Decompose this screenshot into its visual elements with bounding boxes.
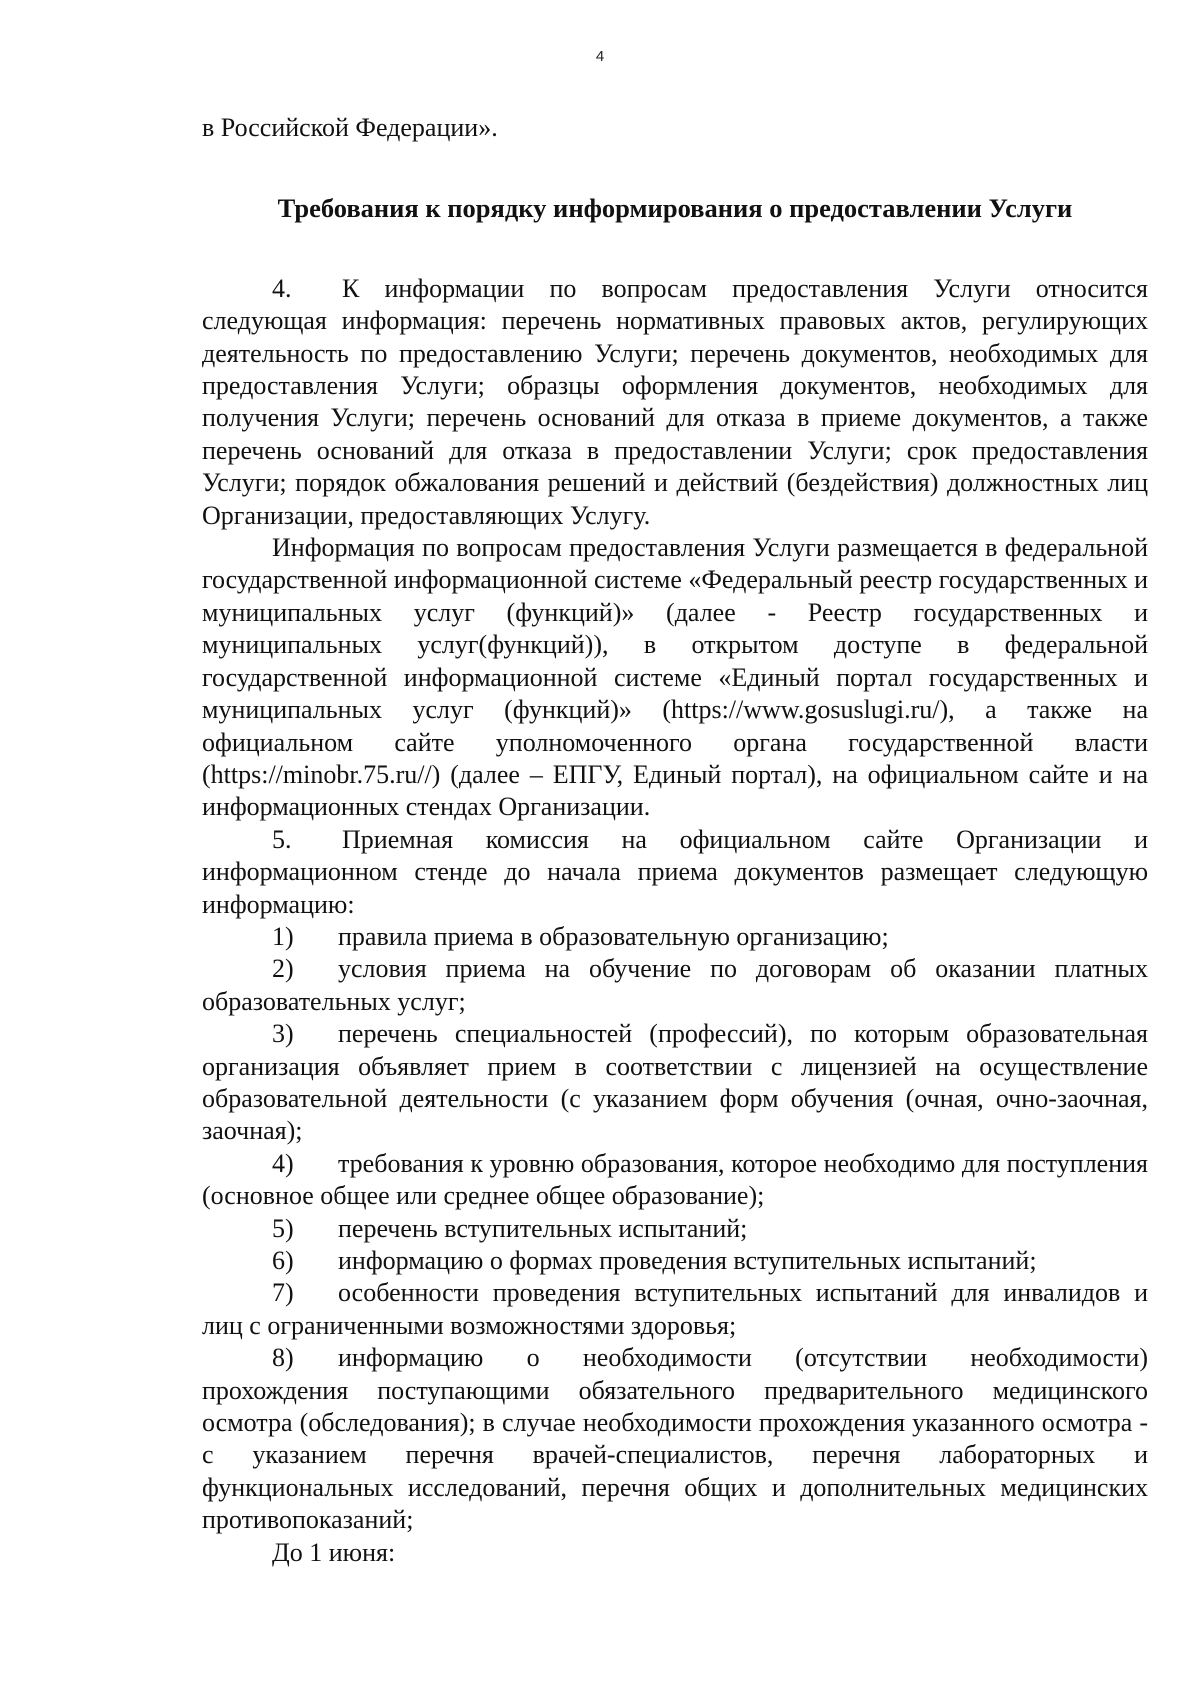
list-item-number: 1)	[272, 921, 294, 951]
list-item	[202, 953, 1148, 1018]
list-item-number: 4)	[272, 1148, 294, 1178]
paragraph-4	[202, 273, 1148, 532]
list-item-text: условия приема на обучение по договорам об оказании платных образовательных услуг;	[202, 954, 1148, 1016]
document-body	[202, 112, 1148, 1569]
list-item-text: перечень вступительных испытаний;	[338, 1213, 748, 1243]
list-item-number: 3)	[272, 1019, 294, 1049]
list-item-number: 6)	[272, 1246, 294, 1275]
list-item	[202, 1277, 1148, 1342]
section-heading: Требования к порядку информирования о предоставлении Услуги	[277, 193, 1073, 224]
list-item	[202, 1018, 1148, 1148]
paragraph-4-text: К информации по вопросам предоставления Услуги относится следующая информация: перечень нормативных правовых актов, регулирующих деятельность по предоставлению Услуги; перечень документов, необходимых для предоставления Услуги; образцы оформления документов, необходимых для получения Услуги; перечень оснований для отказа в приеме документов, а также перечень оснований для отказа в предоставлении Услуги; срок предоставления Услуги; порядок обжалования решений и действий (бездействия) должностных лиц Организации, предоставляющих Услугу.	[202, 273, 1148, 530]
list-item	[202, 921, 1148, 953]
list-item-text: требования к уровню образования, которое необходимо для поступления (основное общее или среднее общее образование);	[202, 1148, 1148, 1211]
list-item-number: 7)	[272, 1278, 294, 1308]
paragraph-5-number: 5.	[272, 824, 292, 854]
list-item	[202, 1342, 1148, 1536]
list-item-text: перечень специальностей (профессий), по которым образовательная организация объявляет прием в соответствии с лицензией на осуществление образовательной деятельности (с указанием форм обучения (очная, очно-заочная, заочная);	[202, 1019, 1148, 1146]
opening-line: в Российской Федерации».	[202, 113, 498, 142]
list-item-text: информацию о формах проведения вступительных испытаний;	[338, 1246, 1037, 1275]
paragraph-5-text: Приемная комиссия на официальном сайте Организации и информационном стенде до начала приема документов размещает следующую информацию:	[202, 824, 1148, 919]
closing-line: До 1 июня:	[272, 1537, 396, 1567]
paragraph-info: Информация по вопросам предоставления Услуги размещается в федеральной государственной информационной системе «Федеральный реестр государственных и муниципальных услуг (функций)» (далее - Реестр государственных и муниципальных услуг(функций)), в открытом доступе в федеральной государственной информационной системе «Единый портал государственных и муниципальных услуг (функций)» (https://www.gosuslugi.ru/), а также на официальном сайте уполномоченного органа государственной власти (https://minobr.75.ru//) (далее – ЕПГУ, Единый портал), на официальном сайте и на информационных стендах Организации.	[202, 533, 1148, 822]
list-item-number: 8)	[272, 1343, 294, 1373]
list-item	[202, 1213, 1148, 1245]
paragraph-4-number: 4.	[272, 273, 292, 303]
paragraph-5	[202, 824, 1148, 921]
list-item-number: 5)	[272, 1213, 294, 1243]
list-item-text: правила приема в образовательную организацию;	[338, 921, 889, 951]
list-item	[202, 1148, 1148, 1213]
list-item-text: информацию о необходимости (отсутствии необходимости) прохождения поступающими обязательного предварительного медицинского осмотра (обследования); в случае необходимости прохождения указанного осмотра - с указанием перечня врачей-специалистов, перечня лабораторных и функциональных исследований, перечня общих и дополнительных медицинских противопоказаний;	[202, 1343, 1148, 1535]
page-number: 4	[595, 48, 605, 65]
list-item	[202, 1245, 1148, 1277]
list-item-number: 2)	[272, 954, 294, 984]
list-item-text: особенности проведения вступительных испытаний для инвалидов и лиц с ограниченными возможностями здоровья;	[202, 1278, 1148, 1340]
